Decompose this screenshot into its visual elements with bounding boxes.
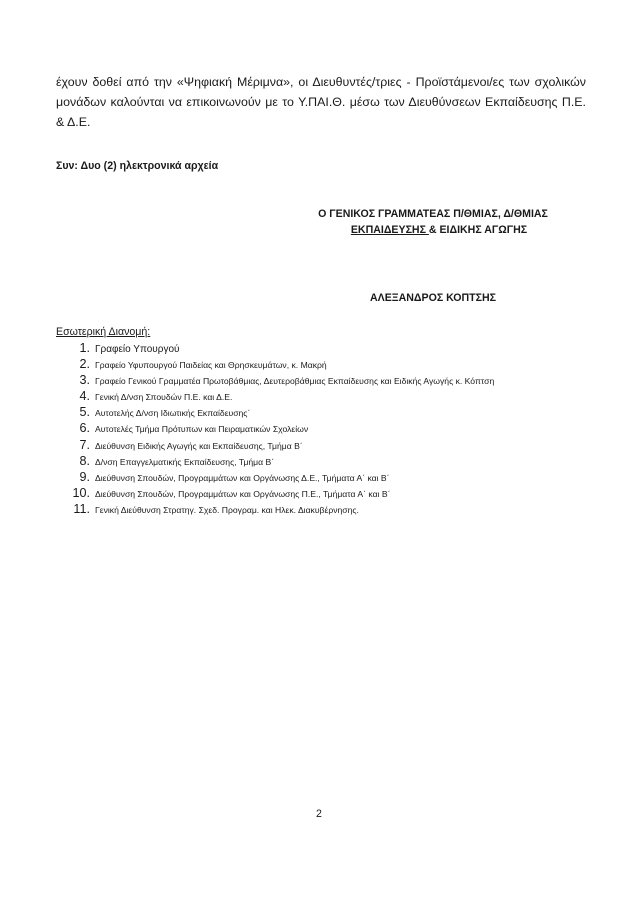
- signer-title-line-2: [290, 222, 576, 238]
- list-item-number: 9.: [79, 469, 90, 484]
- list-item-text: Διεύθυνση Σπουδών, Προγραμμάτων και Οργάνωσης Δ.Ε., Τμήματα Α΄ και Β΄: [95, 472, 390, 483]
- list-item-text: Αυτοτελής Δ/νση Ιδιωτικής Εκπαίδευσης΄: [95, 408, 251, 419]
- list-item-number: 10.: [72, 485, 90, 500]
- signer-name: ΑΛΕΞΑΝΔΡΟΣ ΚΟΠΤΣΗΣ: [370, 292, 497, 304]
- list-item: [56, 502, 586, 518]
- list-item: [56, 389, 586, 405]
- list-item-text: Αυτοτελές Τμήμα Πρότυπων και Πειραματικών Σχολείων: [95, 424, 309, 435]
- signer-title-rest: & ΕΙΔΙΚΗΣ ΑΓΩΓΗΣ: [428, 224, 528, 236]
- list-item-number: 4.: [79, 389, 90, 404]
- list-item-text: Γραφείο Γενικού Γραμματέα Πρωτοβάθμιας, Δευτεροβάθμιας Εκπαίδευσης και Ειδικής Αγωγής κ. Κόπτση: [95, 376, 495, 387]
- distribution-title: Εσωτερική Διανομή:: [56, 326, 151, 338]
- list-item: [56, 421, 586, 437]
- list-item-text: Γενική Δ/νση Σπουδών Π.Ε. και Δ.Ε.: [95, 392, 233, 403]
- list-item: [56, 373, 586, 389]
- list-item: [56, 486, 586, 502]
- list-item-text: Διεύθυνση Σπουδών, Προγραμμάτων και Οργάνωσης Π.Ε., Τμήματα Α΄ και Β΄: [95, 488, 391, 499]
- list-item: [56, 454, 586, 470]
- intro-paragraph-block: [56, 72, 586, 132]
- list-item-number: 1.: [79, 341, 90, 355]
- list-item-number: 7.: [79, 437, 90, 452]
- signer-title-line-1: Ο ΓΕΝΙΚΟΣ ΓΡΑΜΜΑΤΕΑΣ Π/ΘΜΙΑΣ, Δ/ΘΜΙΑΣ: [318, 208, 548, 220]
- list-item: [56, 438, 586, 454]
- page-number: 2: [316, 808, 322, 820]
- list-item-number: 11.: [73, 501, 90, 516]
- list-item-number: 3.: [79, 373, 90, 388]
- list-item: [56, 357, 586, 373]
- signer-title: [290, 206, 576, 238]
- signer-title-underlined: ΕΚΠΑΙΔΕΥΣΗΣ: [350, 224, 429, 236]
- attachments-note: Συν: Δυο (2) ηλεκτρονικά αρχεία: [56, 160, 219, 172]
- list-item-number: 8.: [79, 453, 90, 468]
- list-item-text: Γενική Διεύθυνση Στρατηγ. Σχεδ. Προγραμ. και Ηλεκ. Διακυβέρνησης.: [95, 504, 359, 515]
- list-item: [56, 341, 586, 357]
- list-item-text: Διεύθυνση Ειδικής Αγωγής και Εκπαίδευσης, Τμήμα Β΄: [95, 440, 303, 451]
- list-item: [56, 405, 586, 421]
- distribution-list: [56, 341, 586, 518]
- list-item-text: Δ/νση Επαγγελματικής Εκπαίδευσης, Τμήμα Β΄: [95, 456, 275, 467]
- list-item-text: Γραφείο Υπουργού: [95, 344, 180, 355]
- intro-paragraph: έχουν δοθεί από την «Ψηφιακή Μέριμνα», οι Διευθυντές/τριες - Προϊστάμενοι/ες των σχολικών μονάδων καλούνται να επικοινωνούν με το Υ.ΠΑΙ.Θ. μέσω των Διευθύνσεων Εκπαίδευσης Π.Ε. & Δ.Ε.: [56, 75, 586, 129]
- list-item-text: Γραφείο Υφυπουργού Παιδείας και Θρησκευμάτων, κ. Μακρή: [95, 360, 327, 371]
- list-item: [56, 470, 586, 486]
- list-item-number: 5.: [79, 405, 90, 420]
- list-item-number: 6.: [79, 421, 90, 436]
- list-item-number: 2.: [79, 357, 90, 372]
